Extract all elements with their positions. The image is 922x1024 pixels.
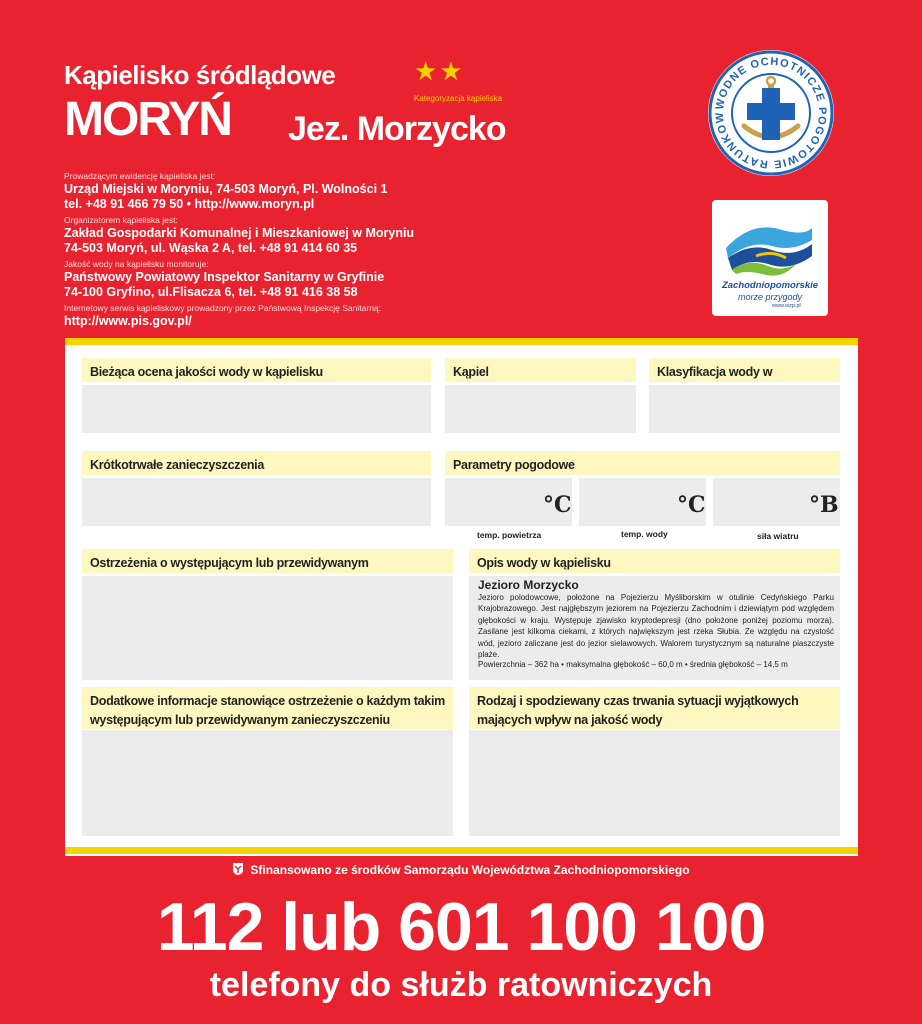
- info-monitor-contact: 74-100 Gryfino, ul.Flisacza 6, tel. +48 91 416 38 58: [64, 285, 358, 299]
- header-weather: Parametry pogodowe: [445, 451, 840, 475]
- header-current-quality: Bieżąca ocena jakości wody w kąpielisku: [82, 358, 431, 382]
- town-title: MORYŃ: [64, 93, 231, 146]
- lake-name: Jezioro Morzycko: [478, 578, 579, 592]
- unit-air-celsius: °C: [543, 492, 572, 518]
- info-label-register: Prowadzącym ewidencję kąpieliska jest:: [64, 171, 216, 181]
- info-label-monitor: Jakość wody na kąpielisku monitoruje:: [64, 259, 209, 269]
- header-additional-line1: Dodatkowe informacje stanowiące ostrzeżenie o każdym takim: [90, 694, 445, 708]
- water-info-panel: [65, 338, 858, 856]
- category-label: Kategoryzacja kąpieliska: [414, 94, 503, 103]
- zp-logo-name: Zachodniopomorskie: [721, 280, 819, 291]
- zp-logo-slogan: morze przygody: [737, 292, 803, 302]
- zachodniopomorskie-logo: [712, 200, 828, 316]
- lake-description: Jezioro polodowcowe, położone na Pojezierzu Myśliborskim w otulinie Cedyńskiego Parku Krajobrazowego. Jest najgłębszym jeziorem na Pojezierzu Zachodnim i dziewiątym pod względem głębokości w kraju. Występuje zjawisko kryptodepresji (dno położone poniżej poziomu morza). Zasilane jest kilkoma ciekami, z których największym jest rzeka Słubia. Ze względu na czystość wód, jezioro zaliczane jest do jezior sielawowych. Walorem turystycznym są naturalne piaszczyste plaże.: [478, 593, 834, 660]
- caption-wind: siła wiatru: [757, 531, 799, 541]
- category-stars-icon: ★★: [414, 56, 465, 86]
- panel-bottom-bar: [65, 847, 858, 854]
- info-register-address: Urząd Miejski w Moryniu, 74-503 Moryń, Pl. Wolności 1: [64, 182, 388, 196]
- financing-note: [0, 862, 922, 877]
- header-warnings: Ostrzeżenia o występującym lub przewidywanym: [82, 549, 453, 573]
- wopr-emblem-icon: [706, 48, 836, 178]
- info-register-contact[interactable]: tel. +48 91 466 79 50 • http://www.moryn.pl: [64, 197, 315, 211]
- header-water-description: Opis wody w kąpielisku: [469, 549, 840, 573]
- zp-logo-url: www.wzp.pl: [772, 303, 801, 309]
- financing-text: Sfinansowano ze środków Samorządu Województwa Zachodniopomorskiego: [250, 863, 690, 877]
- panel-top-bar: [65, 338, 858, 345]
- lake-title: Jez. Morzycko: [288, 110, 506, 148]
- header-bathing: Kąpiel: [445, 358, 636, 382]
- field-exceptional-situations: [469, 730, 840, 836]
- info-organizer-name: Zakład Gospodarki Komunalnej i Mieszkaniowej w Moryniu: [64, 226, 415, 240]
- field-short-pollution: [82, 478, 431, 526]
- header-additional-line2: występującym lub przewidywanym zanieczyszczeniu: [90, 713, 390, 727]
- field-classification: [649, 385, 840, 433]
- header-exceptional-line2: mających wpływ na jakość wody: [477, 713, 663, 727]
- field-warnings: [82, 576, 453, 680]
- unit-water-celsius: °C: [677, 492, 706, 518]
- header-exceptional-line1: Rodzaj i spodziewany czas trwania sytuacji wyjątkowych: [477, 694, 799, 708]
- beach-type-title: Kąpielisko śródlądowe: [64, 60, 336, 90]
- field-additional-info: [82, 730, 453, 836]
- unit-wind-beaufort: °B: [809, 492, 839, 518]
- field-bathing: [445, 385, 636, 433]
- field-water-description: [469, 576, 840, 680]
- header-short-pollution: Krótkotrwałe zanieczyszczenia: [82, 451, 431, 475]
- info-organizer-contact: 74-503 Moryń, ul. Wąska 2 A, tel. +48 91 414 60 35: [64, 241, 358, 255]
- emblem-ring-text: WODNE OCHOTNICZE POGOTOWIE RATUNKOW: [713, 55, 829, 171]
- caption-water-temp: temp. wody: [621, 529, 668, 539]
- info-label-service: Internetowy serwis kąpieliskowy prowadzony przez Państwową Inspekcję Sanitarną:: [64, 303, 382, 313]
- region-crest-icon: [232, 862, 244, 876]
- info-service-link[interactable]: http://www.pis.gov.pl/: [64, 314, 192, 328]
- emergency-phones-caption: telefony do służb ratowniczych: [209, 966, 713, 1004]
- emergency-phones: 112 lub 601 100 100: [156, 889, 766, 965]
- caption-air-temp: temp. powietrza: [477, 530, 542, 540]
- field-current-quality: [82, 385, 431, 433]
- info-label-organizer: Organizatorem kąpieliska jest:: [64, 215, 178, 225]
- header-classification: Klasyfikacja wody w: [649, 358, 840, 382]
- header-additional-info: [82, 687, 453, 729]
- header-exceptional-situations: [469, 687, 840, 729]
- info-monitor-name: Państwowy Powiatowy Inspektor Sanitarny w Gryfinie: [64, 270, 385, 284]
- lake-stats: Powierzchnia – 362 ha • maksymalna głębokość – 60,0 m • średnia głębokość – 14,5 m: [478, 660, 788, 669]
